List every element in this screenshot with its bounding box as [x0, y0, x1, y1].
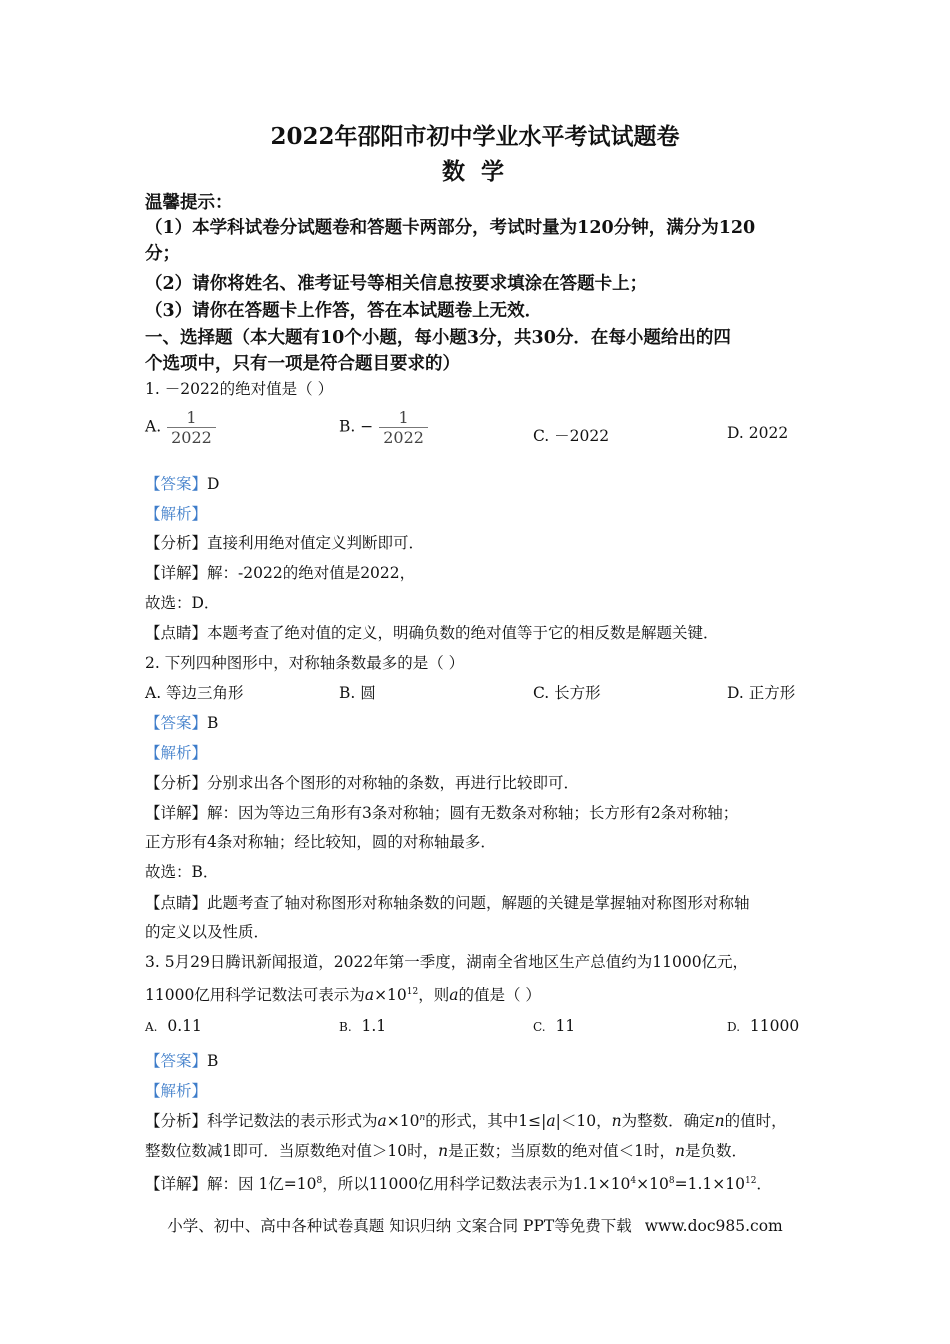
q3-fenxi: 【分析】科学记数法的表示形式为$a\times 10^n$的形式，其中1≤|a|＜10，n为整数．确定n的值时， — [145, 1112, 787, 1130]
footer-link[interactable]: www.doc985.com — [644, 1217, 783, 1235]
q2-answer: 【答案】B — [145, 714, 219, 732]
q1-option-b: B. − $\frac{1}{2022}$ — [339, 408, 428, 447]
note-3: （3）请你在答题卡上作答，答在本试题卷上无效． — [145, 301, 543, 321]
fraction: $\frac{1}{2022}$ — [379, 408, 428, 447]
note-1-cont: 分； — [145, 244, 180, 264]
q2-comment-cont: 的定义以及性质． — [145, 923, 270, 941]
q3-option-a: A. 0.11 — [145, 1017, 202, 1035]
q2-option-b: B. 圆 — [339, 684, 376, 702]
q1-option-d: D. 2022 — [727, 424, 789, 442]
section-heading: 一、选择题（本大题有10个小题，每小题3分，共30分．在每小题给出的四 — [145, 328, 731, 348]
q2-fenxi: 【分析】分别求出各个图形的对称轴的条数，再进行比较即可． — [145, 774, 580, 792]
q1-comment: 【点睛】本题考查了绝对值的定义，明确负数的绝对值等于它的相反数是解题关键． — [145, 624, 719, 642]
notes-heading: 温馨提示： — [145, 193, 233, 213]
q1-analysis-tag: 【解析】 — [145, 505, 208, 523]
q2-comment: 【点睛】此题考查了轴对称图形对称轴条数的问题，解题的关键是掌握轴对称图形对称轴 — [145, 894, 750, 912]
q1-answer: 【答案】D — [145, 475, 220, 493]
exam-title: 2022年邵阳市初中学业水平考试试题卷 — [270, 123, 680, 150]
q2-option-a: A. 等边三角形 — [145, 684, 244, 702]
q3-detail: 【详解】解：因 1亿$=10^8$，所以11000亿用科学记数法表示为$1.1\times 10^4\times 10^8=1.1\times 10^{12}$． — [145, 1175, 772, 1193]
q2-option-c: C. 长方形 — [533, 684, 601, 702]
q1-stem: 1. －2022的绝对值是（ ） — [145, 380, 334, 398]
q1-option-c: C. －2022 — [533, 427, 610, 445]
q1-option-a: A. $\frac{1}{2022}$ — [145, 408, 216, 447]
q2-detail-cont: 正方形有4条对称轴；经比较知，圆的对称轴最多． — [145, 833, 496, 851]
q2-analysis-tag: 【解析】 — [145, 744, 208, 762]
q2-choose: 故选：B． — [145, 863, 219, 881]
q2-stem: 2. 下列四种图形中，对称轴条数最多的是（ ） — [145, 654, 465, 672]
q3-stem-cont: 11000亿用科学记数法可表示为$a\times 10^{12}$，则a的值是（ ） — [145, 986, 541, 1004]
note-1: （1）本学科试卷分试题卷和答题卡两部分，考试时量为120分钟，满分为120 — [145, 218, 756, 238]
q3-stem: 3. 5月29日腾讯新闻报道，2022年第一季度，湖南全省地区生产总值约为11000亿元， — [145, 953, 749, 971]
q3-fenxi-cont: 整数位数减1即可．当原数绝对值＞10时，n是正数；当原数的绝对值＜1时，n是负数． — [145, 1142, 747, 1160]
q3-answer: 【答案】B — [145, 1052, 219, 1070]
q3-analysis-tag: 【解析】 — [145, 1082, 208, 1100]
q1-choose: 故选：D． — [145, 594, 220, 612]
page-footer — [0, 1214, 950, 1236]
fraction: $\frac{1}{2022}$ — [167, 408, 216, 447]
q1-fenxi: 【分析】直接利用绝对值定义判断即可． — [145, 534, 425, 552]
q2-option-d: D. 正方形 — [727, 684, 796, 702]
footer-text: 小学、初中、高中各种试卷真题 知识归纳 文案合同 PPT等免费下载 — [167, 1217, 632, 1235]
q1-detail: 【详解】解：-2022的绝对值是2022， — [145, 564, 416, 582]
note-2: （2）请你将姓名、准考证号等相关信息按要求填涂在答题卡上； — [145, 274, 648, 294]
subject-title: 数 学 — [441, 158, 508, 185]
q2-detail: 【详解】解：因为等边三角形有3条对称轴；圆有无数条对称轴；长方形有2条对称轴； — [145, 804, 739, 822]
section-heading-cont: 个选项中，只有一项是符合题目要求的） — [145, 354, 460, 374]
q3-option-b: B. 1.1 — [339, 1017, 387, 1035]
q3-option-c: C. 11 — [533, 1017, 576, 1035]
q3-option-d: D. 11000 — [727, 1017, 800, 1035]
